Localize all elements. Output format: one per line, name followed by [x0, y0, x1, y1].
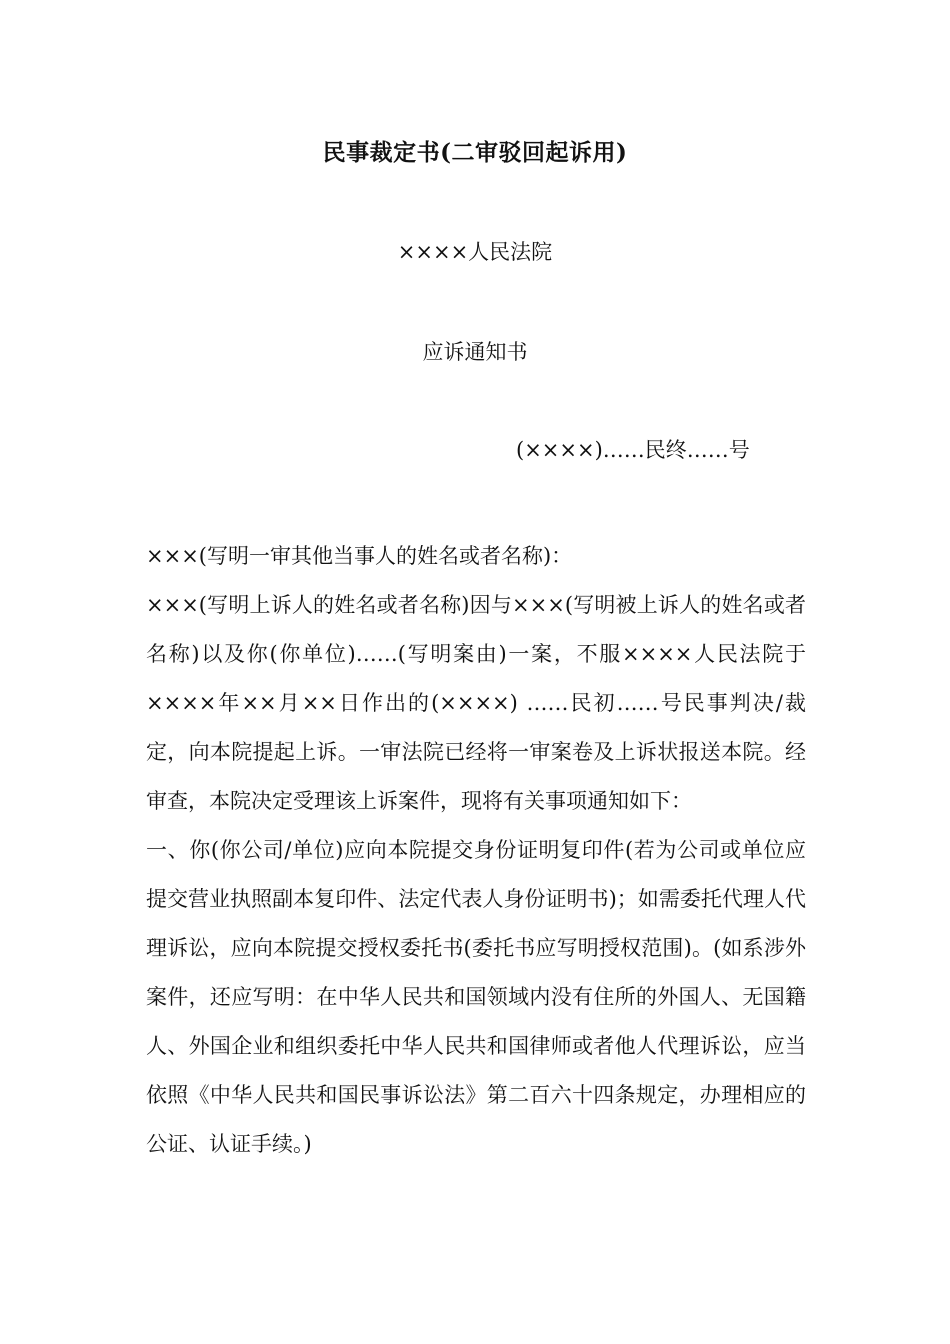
document-title: 民事裁定书(二审驳回起诉用): [322, 139, 628, 166]
court-name: ××××人民法院: [397, 240, 553, 264]
addressee-line: ×××(写明一审其他当事人的姓名或者名称)：: [146, 544, 573, 568]
paragraph-item-1: 一、你(你公司/单位)应向本院提交身份证明复印件(若为公司或单位应提交营业执照副本复印件、法定代表人身份证明书)；如需委托代理人代理诉讼，应向本院提交授权委托书(委托书应写明授权范围)。(如系涉外案件，还应写明：在中华人民共和国领域内没有住所的外国人、无国籍人、外国企业和组织委托中华人民共和国律师或者他人代理诉讼，应当依照《中华人民共和国民事诉讼法》第二百六十四条规定，办理相应的公证、认证手续。): [146, 838, 806, 1156]
document-type: 应诉通知书: [422, 340, 528, 364]
paragraph-intro: ×××(写明上诉人的姓名或者名称)因与×××(写明被上诉人的姓名或者名称)以及你(你单位)……(写明案由)一案，不服××××人民法院于××××年××月××日作出的(××××) ……民初……号民事判决/裁定，向本院提起上诉。一审法院已经将一审案卷及上诉状报送本院。经审查，本院决定受理该上诉案件，现将有关事项通知如下：: [146, 593, 806, 813]
document-body: [146, 532, 806, 1169]
case-number: (××××)……民终……号: [516, 438, 750, 462]
